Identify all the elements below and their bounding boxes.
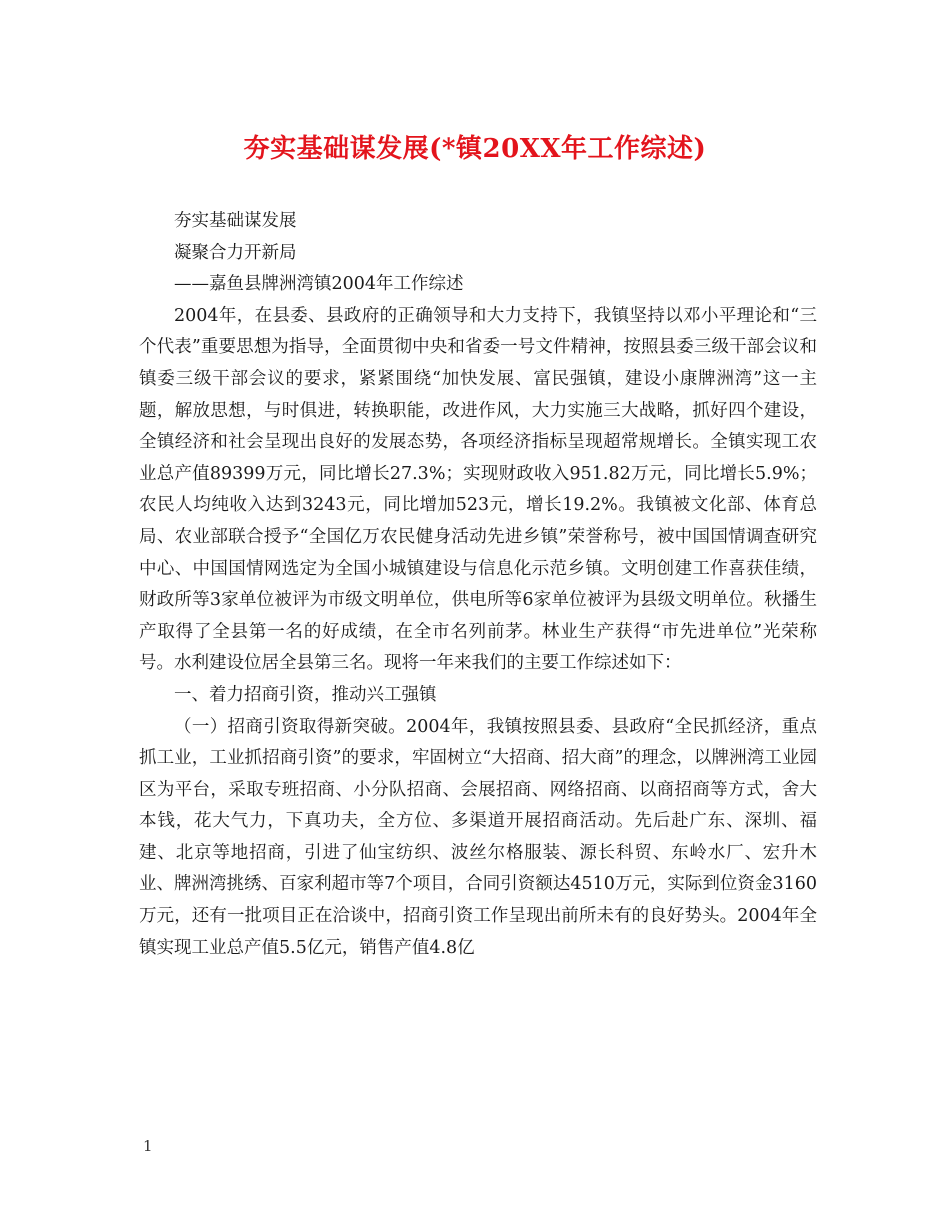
body-paragraph: 2004年，在县委、县政府的正确领导和大力支持下，我镇坚持以邓小平理论和“三个代表”重要思想为指导，全面贯彻中央和省委一号文件精神，按照县委三级干部会议和镇委三级干部会议的要求，紧紧围绕“加快发展、富民强镇，建设小康牌洲湾”这一主题，解放思想，与时俱进，转换职能，改进作风，大力实施三大战略，抓好四个建设，全镇经济和社会呈现出良好的发展态势，各项经济指标呈现超常规增长。全镇实现工农业总产值89399万元，同比增长27.3%；实现财政收入951.82万元，同比增长5.9%；农民人均纯收入达到3243元，同比增加523元，增长19.2%。我镇被文化部、体育总局、农业部联合授予“全国亿万农民健身活动先进乡镇”荣誉称号，被中国国情调查研究中心、中国国情网选定为全国小城镇建设与信息化示范乡镇。文明创建工作喜获佳绩，财政所等3家单位被评为市级文明单位，供电所等6家单位被评为县级文明单位。秋播生产取得了全县第一名的好成绩，在全市名列前茅。林业生产获得“市先进单位”光荣称号。水利建设位居全县第三名。现将一年来我们的主要工作综述如下：: [139, 305, 817, 674]
subtitle-line: 夯实基础谋发展: [174, 211, 297, 231]
subtitle-line: 凝聚合力开新局: [174, 242, 297, 263]
page-number: 1: [143, 1137, 153, 1155]
subtitle-line: ——嘉鱼县牌洲湾镇2004年工作综述: [174, 274, 464, 295]
document-title: 夯实基础谋发展(*镇20XX年工作综述): [243, 134, 707, 164]
section-heading: 一、着力招商引资，推动兴工强镇: [174, 684, 437, 705]
body-paragraph: （一）招商引资取得新突破。2004年，我镇按照县委、县政府“全民抓经济，重点抓工业，工业抓招商引资”的要求，牢固树立“大招商、招大商”的理念，以牌洲湾工业园区为平台，采取专班招商、小分队招商、会展招商、网络招商、以商招商等方式，舍大本钱，花大气力，下真功夫，全方位、多渠道开展招商活动。先后赴广东、深圳、福建、北京等地招商，引进了仙宝纺织、波丝尔格服装、源长科贸、东岭水厂、宏升木业、牌洲湾挑绣、百家利超市等7个项目，合同引资额达4510万元，实际到位资金3160万元，还有一批项目正在洽谈中，招商引资工作呈现出前所未有的良好势头。2004年全镇实现工业总产值5.5亿元，销售产值4.8亿: [139, 716, 817, 958]
document-body: [139, 206, 817, 964]
